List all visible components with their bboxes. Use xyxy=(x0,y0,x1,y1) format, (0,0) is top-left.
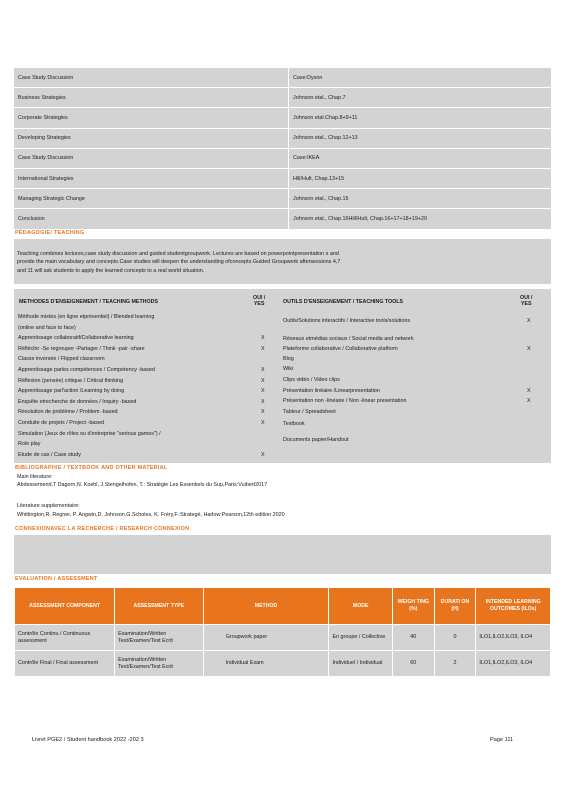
session-schedule-table xyxy=(14,67,551,229)
bibliography-line: Abdessemend,T Dagorn,N. Koehl, J.Stengelhofen, T.: Stratégie Les Essentiels du Sup,Paris:Vuibert2017 xyxy=(17,482,268,489)
teaching-tool-check: X xyxy=(527,346,531,352)
pedagogy-line: provide the main vocabulary and concepts.Case studies will deepen the understanding ofconcepts.Guided Groupwork aftersessions 4,7 xyxy=(17,259,341,266)
teaching-method-item: Résolution de problème / Problem -based xyxy=(18,409,118,416)
assessment-outcomes: ILO1,ILO2,ILO3, ILO4 xyxy=(476,651,551,677)
assessment-body xyxy=(15,625,551,677)
teaching-method-check: X xyxy=(261,377,265,384)
teaching-method-item: Role play xyxy=(18,441,41,448)
teaching-tool-item: Présentation non -linéaire / Non -linear presentation xyxy=(283,398,407,404)
assessment-header-row xyxy=(15,588,551,625)
schedule-row xyxy=(14,108,551,128)
footer-handbook-label: Livret PGE2 / Student handbook 2022 -202 3 xyxy=(32,737,144,743)
session-reading: Johnson etal., Chap.12+13 xyxy=(289,128,552,148)
header-weighting: WEIGH TING (%) xyxy=(392,588,434,625)
session-reading: Hill/Hult, Chap.13+15 xyxy=(289,168,552,188)
assessment-row xyxy=(15,651,551,677)
header-method: METHOD xyxy=(203,588,329,625)
methods-yes-header xyxy=(253,295,265,307)
session-topic: Conclusion xyxy=(14,209,289,229)
assessment-outcomes: ILO1,ILO2,ILO3, ILO4 xyxy=(476,625,551,651)
tools-yes-label-en: YES xyxy=(520,301,532,307)
teaching-tool-item: Blog xyxy=(283,356,294,362)
schedule-row xyxy=(14,189,551,209)
teaching-method-item: Classe inversée / Flipped classroom xyxy=(18,356,105,363)
session-topic: Corporate Strategies xyxy=(14,108,289,128)
header-duration: DURATI ON (H) xyxy=(434,588,476,625)
teaching-tool-item: Textbook xyxy=(283,421,305,427)
teaching-method-item: Simulation (Jeux de rôles ou d'entreprise "serious games") / xyxy=(18,430,161,437)
schedule-row xyxy=(14,168,551,188)
teaching-tool-item: Clips vidéo / Video clips xyxy=(283,377,340,383)
teaching-tool-check: X xyxy=(527,388,531,394)
session-topic: Case Study Discussion xyxy=(14,68,289,88)
assessment-component: Contrôle Final / Final assessment xyxy=(15,651,115,677)
teaching-tool-item: Documents papier/Handout xyxy=(283,437,349,443)
assessment-mode: Individuel / Individual xyxy=(329,651,392,677)
teaching-method-check: X xyxy=(261,345,265,352)
teaching-method-item: Méthode mixtes (en ligne etprésentiel) / Blended learning xyxy=(18,314,155,320)
teaching-method-check: X xyxy=(261,398,265,405)
assessment-table xyxy=(14,587,551,677)
footer-page-number: Page 111 xyxy=(490,737,514,743)
session-topic: Developing Strategies xyxy=(14,128,289,148)
schedule-body xyxy=(14,68,551,229)
teaching-method-item: Etude de cas / Case study xyxy=(18,451,81,458)
teaching-method-item: Apprentissage collaboratif/Collaborative learning xyxy=(18,335,134,342)
teaching-method-item: (online and face to face) xyxy=(18,324,76,331)
methods-yes-label: OUI / xyxy=(253,295,266,301)
assessment-row xyxy=(15,625,551,651)
teaching-methods-header: METHODES D'ENSEIGNEMENT / TEACHING METHODS xyxy=(19,299,158,305)
teaching-tool-item: Présentation linéaire /Linearpresentation xyxy=(283,388,380,394)
session-reading: Johnson etal., Chap.7 xyxy=(289,88,552,108)
pedagogy-line: and 11 will ask students to apply the learned concepts to a real world situation. xyxy=(17,267,205,274)
teaching-method-item: Apprentissage parl'action /Learning by doing xyxy=(18,388,125,395)
teaching-method-item: Réflexion (pensée) critique / Critical thinking xyxy=(18,377,124,384)
assessment-weighting: 40 xyxy=(392,625,434,651)
schedule-row xyxy=(14,209,551,229)
session-reading: Case:Dyson xyxy=(289,68,552,88)
teaching-tools-header: OUTILS D'ENSEIGNEMENT / TEACHING TOOLS xyxy=(283,299,404,305)
teaching-method-item: Enquête etrecherche de données / Inquiry -based xyxy=(18,398,137,405)
teaching-tool-item: Réseaux etmédias sociaux / Social media and network xyxy=(283,336,414,342)
session-topic: Business Strategies xyxy=(14,88,289,108)
schedule-row xyxy=(14,88,551,108)
teaching-method-check: X xyxy=(261,409,265,416)
header-mode: MODE xyxy=(329,588,392,625)
session-topic: International Strategies xyxy=(14,168,289,188)
bibliography-line: Main literature: xyxy=(17,474,53,480)
session-reading: Johnson etal., Chap.16Hill/Hult, Chap.16+17+18+19+20 xyxy=(289,209,552,229)
teaching-method-check: X xyxy=(261,335,265,342)
pedagogy-text xyxy=(17,250,549,275)
bibliography-line: Whittington,R. Regner, P. Angwin,D. Johnson,G.Scholes, K. Fréry,F.:Strategé, Harlow:Pearson,12th edition 2020 xyxy=(17,511,285,518)
session-reading: Johnson etal., Chap.15 xyxy=(289,189,552,209)
methods-yes-label-en: YES xyxy=(253,301,265,307)
schedule-row xyxy=(14,68,551,88)
header-component: ASSESSMENT COMPONENT xyxy=(15,588,115,625)
bibliography-line: Literature supplementaire: xyxy=(17,503,80,510)
session-reading: Case:IKEA xyxy=(289,148,552,168)
assessment-method: Individual Exam xyxy=(203,651,329,677)
pedagogy-line: Teaching combines lectures,case study discussion and guided studentgroupwork. Lectures are based on powerpointpresentation s and xyxy=(17,251,339,257)
assessment-mode: En groupe / Collective xyxy=(329,625,392,651)
assessment-duration: 2 xyxy=(434,651,476,677)
schedule-row xyxy=(14,148,551,168)
assessment-method: Groupwork paper xyxy=(203,625,329,651)
teaching-method-check: X xyxy=(261,420,265,426)
teaching-tool-item: Wiki xyxy=(283,366,294,372)
bibliography-title: BIBLIOGRAPHIE / TEXTBOOK AND OTHER MATERIAL xyxy=(15,465,168,471)
research-connexion-box xyxy=(14,535,551,574)
teaching-tool-item: Tableur / Spreadsheet xyxy=(283,409,336,415)
teaching-method-item: Apprentissage parles compétences / Competency -based xyxy=(18,367,155,373)
tools-yes-header xyxy=(520,295,532,307)
assessment-type: Examination/Written Test/Examen/Test Ecrit xyxy=(115,651,203,677)
teaching-method-item: Réfléchir -Se regrouper -Partager / Think -pair -share xyxy=(18,345,145,352)
assessment-type: Examination/Written Test/Examen/Test Ecrit xyxy=(115,625,203,651)
teaching-method-item: Conduite de projets / Project -based xyxy=(18,420,105,426)
schedule-row xyxy=(14,128,551,148)
evaluation-title: EVALUATION / ASSESSMENT xyxy=(15,576,98,582)
session-reading: Johnson etal.Chap.8+9+11 xyxy=(289,108,552,128)
session-topic: Managing Strategic Change xyxy=(14,189,289,209)
research-connexion-title: CONNEXIONAVEC LA RECHERCHE / RESEARCH CONNEXION xyxy=(15,526,190,532)
assessment-component: Contrôle Continu / Continuous assessment xyxy=(15,625,115,651)
teaching-tool-check: X xyxy=(527,398,531,404)
teaching-tool-check: X xyxy=(527,318,531,324)
assessment-weighting: 60 xyxy=(392,651,434,677)
header-outcomes: INTENDED LEARNING OUTCOMES (ILOs) xyxy=(476,588,551,625)
teaching-tool-item: Plateforme collaborative / Collaborative platform xyxy=(283,346,398,352)
header-type: ASSESSMENT TYPE xyxy=(115,588,203,625)
session-topic: Case Study Discussion xyxy=(14,148,289,168)
teaching-method-check: X xyxy=(261,388,265,395)
pedagogy-title: PÉDAGOGIE/ TEACHING xyxy=(15,230,85,236)
assessment-duration: 0 xyxy=(434,625,476,651)
teaching-method-check: X xyxy=(261,367,265,373)
teaching-tool-item: Outils/Solutions interactifs / Interactive tools/solutions xyxy=(283,318,411,324)
tools-yes-label: OUI / xyxy=(520,295,533,301)
teaching-method-check: X xyxy=(261,451,265,458)
